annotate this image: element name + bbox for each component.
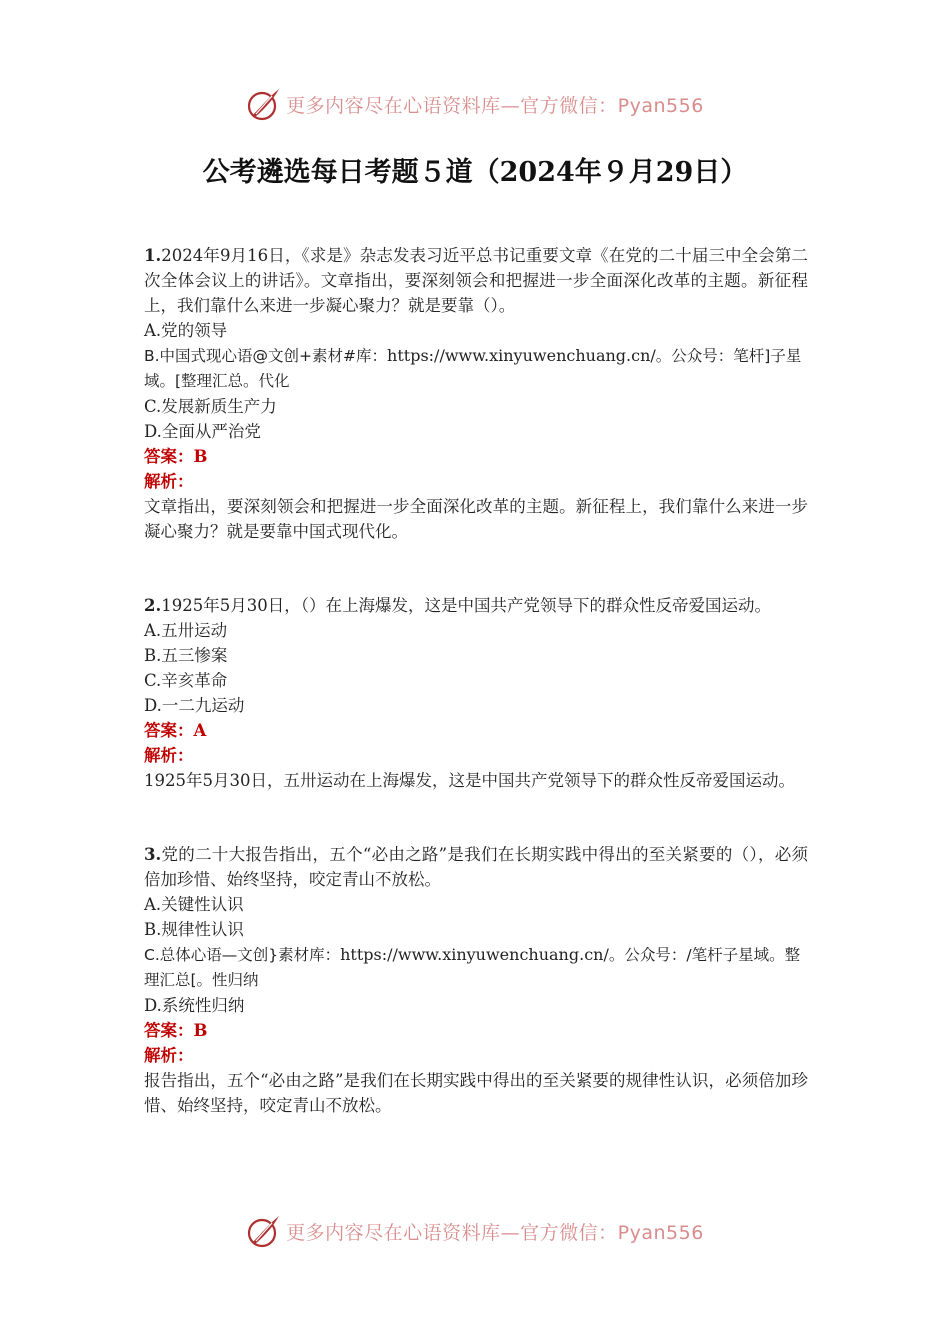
option-b: B.中国式现心语@文创+素材#库：https://www.xinyuwenchuang.cn/。公众号：笔杆]子星域。[整理汇总。代化 bbox=[144, 346, 802, 390]
question-2 bbox=[144, 593, 808, 793]
source-link[interactable]: https://www.xinyuwenchuang.cn/ bbox=[340, 945, 609, 964]
option-c: C.发展新质生产力 bbox=[144, 397, 277, 416]
analysis-label: 解析： bbox=[144, 746, 194, 765]
footer-banner bbox=[0, 1211, 950, 1251]
quill-pen-icon bbox=[246, 1213, 282, 1249]
analysis-label: 解析： bbox=[144, 1046, 194, 1065]
banner-text: 更多内容尽在心语资料库—官方微信：Pyan556 bbox=[286, 1221, 704, 1244]
question-1 bbox=[144, 243, 808, 544]
analysis-text: 1925年5月30日，五卅运动在上海爆发，这是中国共产党领导下的群众性反帝爱国运动。 bbox=[144, 771, 795, 790]
analysis-label: 解析： bbox=[144, 472, 194, 491]
question-stem: 3.党的二十大报告指出，五个“必由之路”是我们在长期实践中得出的至关紧要的（），必须倍加珍惜、始终坚持，咬定青山不放松。 bbox=[144, 845, 808, 889]
option-c: C.总体心语—文创}素材库：https://www.xinyuwenchuang.cn/。公众号：/笔杆子星域。整理汇总[。性归纳 bbox=[144, 945, 801, 989]
banner-text: 更多内容尽在心语资料库—官方微信：Pyan556 bbox=[286, 94, 704, 117]
analysis-text: 文章指出，要深刻领会和把握进一步全面深化改革的主题。新征程上，我们靠什么来进一步凝心聚力？就是要靠中国式现代化。 bbox=[144, 497, 808, 541]
answer: 答案：A bbox=[144, 721, 207, 740]
question-list bbox=[144, 243, 808, 1167]
option-b: B.五三惨案 bbox=[144, 646, 228, 665]
question-3 bbox=[144, 842, 808, 1118]
option-d: D.一二九运动 bbox=[144, 696, 245, 715]
option-a: A.关键性认识 bbox=[144, 895, 244, 914]
option-b: B.规律性认识 bbox=[144, 920, 244, 939]
option-d: D.全面从严治党 bbox=[144, 422, 261, 441]
option-a: A.党的领导 bbox=[144, 321, 228, 340]
analysis-text: 报告指出，五个“必由之路”是我们在长期实践中得出的至关紧要的规律性认识，必须倍加珍惜、始终坚持，咬定青山不放松。 bbox=[144, 1071, 808, 1115]
page-title: 公考遴选每日考题５道（2024年９月29日） bbox=[202, 157, 748, 188]
option-a: A.五卅运动 bbox=[144, 621, 228, 640]
question-stem: 1.2024年9月16日，《求是》杂志发表习近平总书记重要文章《在党的二十届三中全会第二次全体会议上的讲话》。文章指出，要深刻领会和把握进一步全面深化改革的主题。新征程上，我们靠什么来进一步凝心聚力？就是要靠（）。 bbox=[144, 246, 808, 315]
header-banner bbox=[0, 84, 950, 124]
option-c: C.辛亥革命 bbox=[144, 671, 228, 690]
quill-pen-icon bbox=[246, 86, 282, 122]
question-stem: 2.1925年5月30日，（）在上海爆发，这是中国共产党领导下的群众性反帝爱国运动。 bbox=[144, 596, 771, 615]
source-link[interactable]: https://www.xinyuwenchuang.cn/ bbox=[387, 346, 656, 365]
answer: 答案：B bbox=[144, 1021, 208, 1040]
answer: 答案：B bbox=[144, 447, 208, 466]
option-d: D.系统性归纳 bbox=[144, 996, 245, 1015]
